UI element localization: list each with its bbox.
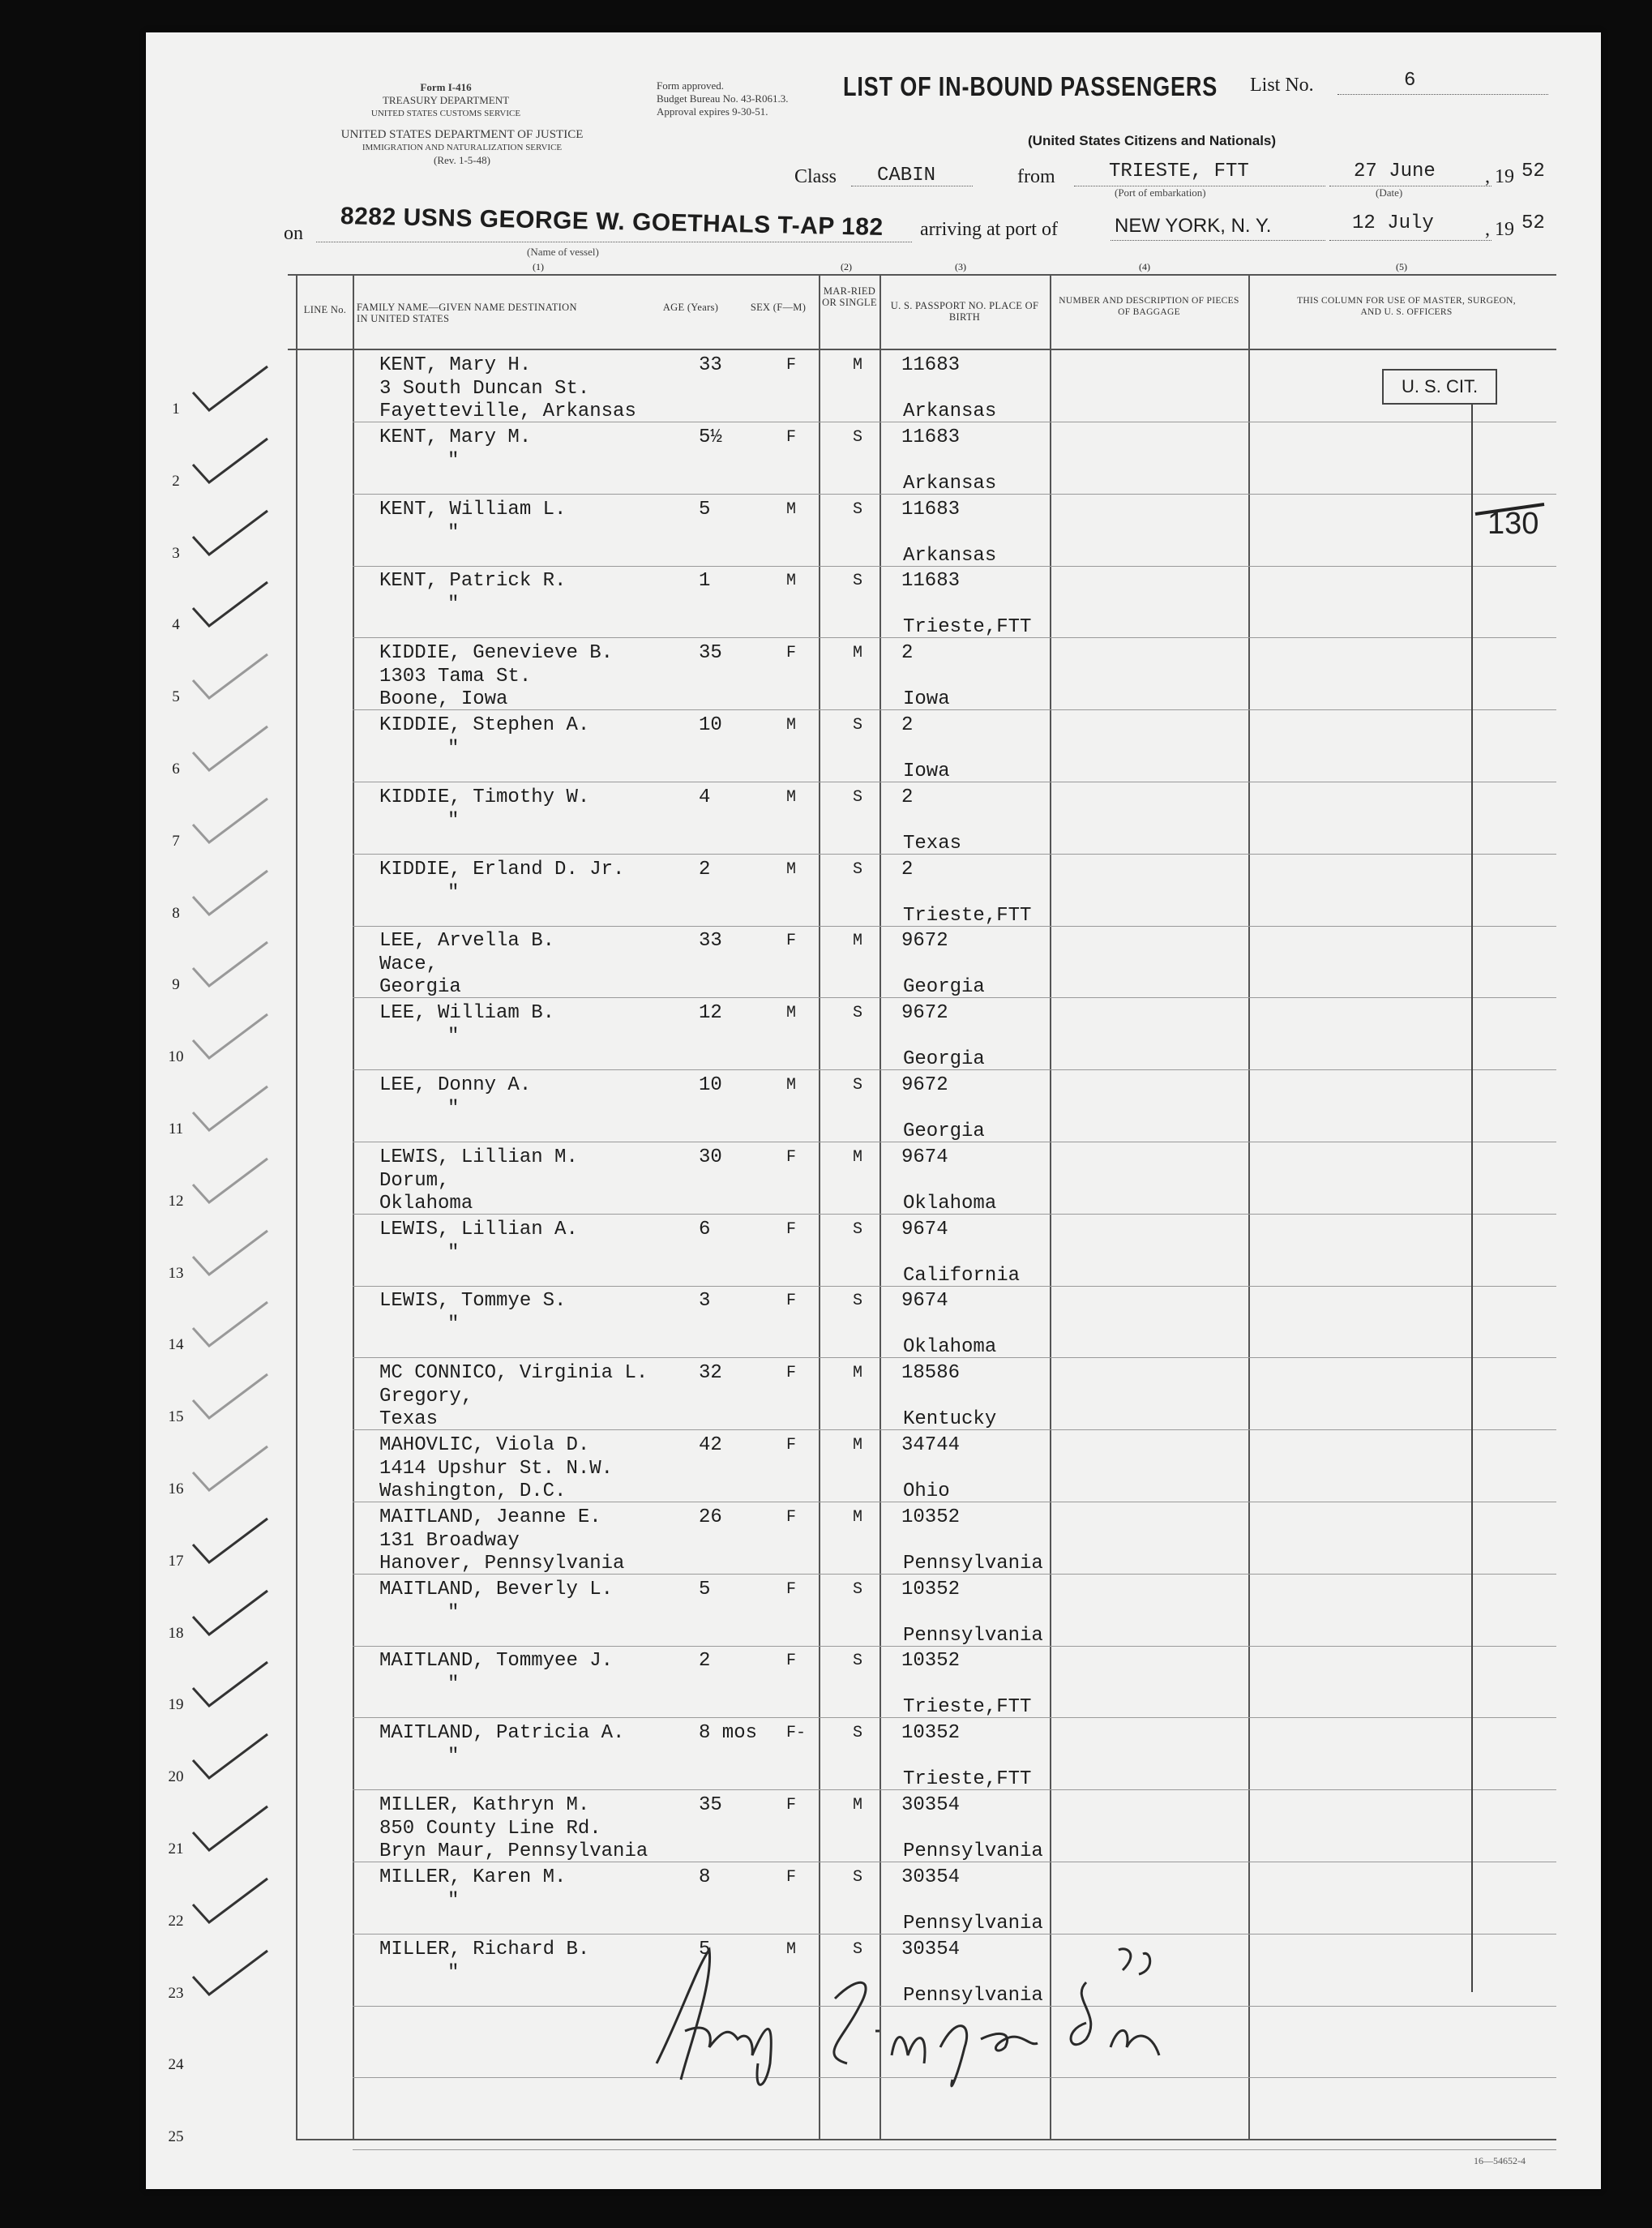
passenger-sex: M <box>786 1076 797 1095</box>
passenger-age: 33 <box>699 354 722 376</box>
passenger-name: MAITLAND, Jeanne E. <box>379 1506 601 1528</box>
caption-col-3: (3) <box>955 261 966 272</box>
destination-line-1: " <box>447 521 460 544</box>
signature-text: Insp Singer 8:35 am <box>632 1934 642 1935</box>
passenger-name: MC CONNICO, Virginia L. <box>379 1362 648 1385</box>
marital-status: S <box>853 499 863 519</box>
caption-col-1: (1) <box>533 261 544 272</box>
destination-line-1: Wace, <box>379 953 439 976</box>
passenger-sex: M <box>786 499 797 519</box>
marital-status: S <box>853 1076 863 1095</box>
passenger-name: LEWIS, Lillian A. <box>379 1218 578 1240</box>
port-embarkation-caption: (Port of embarkation) <box>1115 186 1206 199</box>
arrival-date-line <box>1329 240 1492 241</box>
caption-col-4: (4) <box>1139 261 1150 272</box>
date-caption: (Date) <box>1376 186 1403 199</box>
place-of-birth: Pennsylvania <box>903 1984 1043 2007</box>
passport-number: 2 <box>901 858 914 880</box>
check-mark-icon <box>186 936 276 992</box>
place-of-birth: Pennsylvania <box>903 1552 1043 1575</box>
passport-number: 30354 <box>901 1866 961 1888</box>
passport-number: 11683 <box>901 426 961 448</box>
table-row <box>0 710 1455 782</box>
passenger-sex: M <box>786 1939 797 1959</box>
line-number: 21 <box>168 1840 184 1857</box>
vessel-name: 8282 USNS GEORGE W. GOETHALS T-AP 182 <box>340 203 884 242</box>
line-number: 17 <box>168 1552 184 1570</box>
table-row <box>0 1790 1455 1862</box>
approval-line: Approval expires 9-30-51. <box>657 105 768 118</box>
col-header-officers: THIS COLUMN FOR USE OF MASTER, SURGEON, AND U. S. OFFICERS <box>1297 296 1516 317</box>
marital-status: S <box>853 1579 863 1599</box>
passenger-name: MAHOVLIC, Viola D. <box>379 1434 590 1456</box>
passenger-age: 35 <box>699 642 722 665</box>
passenger-sex: F <box>786 1364 797 1383</box>
marital-status: S <box>853 1292 863 1311</box>
passenger-name: MILLER, Karen M. <box>379 1866 567 1888</box>
from-label: from <box>1017 166 1055 187</box>
passenger-name: KIDDIE, Genevieve B. <box>379 642 614 665</box>
destination-line-1: " <box>447 593 460 616</box>
passenger-name: KENT, Mary M. <box>379 426 532 448</box>
destination-line-1: " <box>447 1601 460 1624</box>
line-number: 23 <box>168 1984 184 2002</box>
col-header-line-no: LINE No. <box>303 304 347 315</box>
line-number: 25 <box>168 2128 184 2146</box>
place-of-birth: Pennsylvania <box>903 1840 1043 1862</box>
departure-date: 27 June <box>1354 161 1436 182</box>
passenger-name: KIDDIE, Erland D. Jr. <box>379 858 625 880</box>
place-of-birth: Trieste,FTT <box>903 616 1032 639</box>
destination-line-1: " <box>447 1241 460 1264</box>
col-header-age: AGE (Years) <box>662 302 719 313</box>
table-row <box>0 998 1455 1070</box>
destination-line-1: 1414 Upshur St. N.W. <box>379 1458 614 1480</box>
place-of-birth: Ohio <box>903 1480 950 1502</box>
passenger-sex: F <box>786 1867 797 1887</box>
passenger-sex: M <box>786 787 797 807</box>
check-mark-icon <box>186 1080 276 1137</box>
passenger-age: 8 <box>699 1866 711 1888</box>
passport-number: 2 <box>901 642 914 665</box>
passport-number: 10352 <box>901 1506 961 1528</box>
check-mark-icon <box>186 1584 276 1641</box>
arrival-date: 12 July <box>1352 212 1434 234</box>
vessel-caption: (Name of vessel) <box>527 246 599 258</box>
destination-line-2: Hanover, Pennsylvania <box>379 1552 625 1575</box>
passenger-age: 2 <box>699 1650 711 1673</box>
table-row <box>0 1070 1455 1142</box>
table-row <box>0 422 1455 495</box>
destination-line-1: " <box>447 1098 460 1120</box>
passport-number: 9674 <box>901 1146 948 1168</box>
passport-number: 10352 <box>901 1650 961 1673</box>
marital-status: M <box>853 932 863 951</box>
destination-line-1: 1303 Tama St. <box>379 666 532 688</box>
passenger-name: MILLER, Kathryn M. <box>379 1794 590 1816</box>
passenger-name: LEE, William B. <box>379 1002 555 1025</box>
caption-col-2: (2) <box>841 261 852 272</box>
marital-status: S <box>853 1652 863 1671</box>
marital-status: S <box>853 716 863 735</box>
destination-line-1: " <box>447 1746 460 1768</box>
destination-line-1: " <box>447 1313 460 1336</box>
annotation-strike <box>1471 496 1552 521</box>
marital-status: S <box>853 1004 863 1023</box>
table-row <box>0 1718 1455 1790</box>
passport-number: 9672 <box>901 1074 948 1096</box>
place-of-birth: Iowa <box>903 761 950 782</box>
passport-number: 2 <box>901 714 914 736</box>
passenger-age: 4 <box>699 786 711 808</box>
passenger-age: 33 <box>699 930 722 953</box>
destination-line-1: " <box>447 738 460 760</box>
passenger-sex: F <box>786 1579 797 1599</box>
marital-status: M <box>853 1147 863 1167</box>
table-row <box>0 1430 1455 1502</box>
passenger-sex: F <box>786 1147 797 1167</box>
passenger-age: 10 <box>699 1074 722 1096</box>
approval-line: Budget Bureau No. 43-R061.3. <box>657 92 789 105</box>
passenger-sex: F <box>786 1436 797 1455</box>
passenger-age: 3 <box>699 1290 711 1313</box>
passenger-sex: F <box>786 932 797 951</box>
marital-status: S <box>853 787 863 807</box>
passenger-age: 35 <box>699 1794 722 1816</box>
check-mark-icon <box>186 648 276 705</box>
destination-line-2: Bryn Maur, Pennsylvania <box>379 1840 648 1862</box>
table-row <box>0 1575 1455 1647</box>
passenger-age: 30 <box>699 1146 722 1168</box>
marital-status: S <box>853 1219 863 1239</box>
approval-line: Form approved. <box>657 79 725 92</box>
passenger-name: MAITLAND, Tommyee J. <box>379 1650 614 1673</box>
passenger-age: 5 <box>699 1938 711 1960</box>
table-row <box>0 926 1455 998</box>
destination-line-1: 850 County Line Rd. <box>379 1818 601 1840</box>
col-header-sex: SEX (F—M) <box>750 302 807 313</box>
marital-status: M <box>853 1364 863 1383</box>
form-header-justice <box>280 128 644 167</box>
check-mark-icon <box>186 792 276 849</box>
passenger-sex: F <box>786 644 797 663</box>
check-mark-icon <box>186 1944 276 2001</box>
list-no-value: 6 <box>1404 70 1416 92</box>
place-of-birth: Trieste,FTT <box>903 904 1032 927</box>
passport-number: 10352 <box>901 1578 961 1600</box>
table-row <box>0 350 1455 422</box>
depart-year: 52 <box>1521 161 1545 182</box>
place-of-birth: Texas <box>903 832 962 855</box>
check-mark-icon <box>186 864 276 921</box>
destination-line-2: Fayetteville, Arkansas <box>379 401 636 422</box>
destination-line-2: Oklahoma <box>379 1192 473 1215</box>
form-number: Form I-416 <box>420 81 472 93</box>
destination-line-1: " <box>447 881 460 904</box>
place-of-birth: Pennsylvania <box>903 1624 1043 1647</box>
destination-line-1: " <box>447 809 460 832</box>
passenger-age: 1 <box>699 570 711 593</box>
marital-status: M <box>853 644 863 663</box>
caption-col-5: (5) <box>1396 261 1407 272</box>
marital-status: S <box>853 572 863 591</box>
passenger-age: 5 <box>699 1578 711 1600</box>
marital-status: S <box>853 1939 863 1959</box>
line-number: 2 <box>172 472 180 490</box>
line-number: 22 <box>168 1912 184 1930</box>
place-of-birth: Trieste,FTT <box>903 1768 1032 1791</box>
table-row <box>0 1502 1455 1575</box>
footer-code: 16—54652-4 <box>1474 2155 1526 2166</box>
port-embarkation: TRIESTE, FTT <box>1109 161 1249 182</box>
table-row <box>0 566 1455 638</box>
line-number: 3 <box>172 544 180 562</box>
arrival-year: 52 <box>1521 212 1545 234</box>
destination-line-2: Texas <box>379 1408 439 1431</box>
list-no-label: List No. <box>1250 75 1314 96</box>
passport-number: 30354 <box>901 1794 961 1816</box>
place-of-birth: Georgia <box>903 976 985 999</box>
passenger-age: 12 <box>699 1002 722 1025</box>
passenger-name: KENT, Patrick R. <box>379 570 567 593</box>
check-mark-icon <box>186 1152 276 1209</box>
passenger-name: KIDDIE, Stephen A. <box>379 714 590 736</box>
table-row <box>0 1215 1455 1287</box>
passenger-sex: F <box>786 1796 797 1815</box>
place-of-birth: Pennsylvania <box>903 1912 1043 1935</box>
passenger-age: 8 mos <box>699 1722 758 1745</box>
marital-status: M <box>853 1436 863 1455</box>
passenger-sex: F <box>786 1652 797 1671</box>
marital-status: M <box>853 356 863 375</box>
passenger-name: KIDDIE, Timothy W. <box>379 786 590 808</box>
passenger-name: LEE, Arvella B. <box>379 930 555 953</box>
place-of-birth: California <box>903 1264 1021 1287</box>
passenger-sex: F <box>786 1507 797 1527</box>
destination-line-2: Georgia <box>379 976 461 999</box>
officer-column-bracket <box>1471 403 1473 1992</box>
passenger-name: KENT, Mary H. <box>379 354 532 376</box>
destination-line-1: " <box>447 1961 460 1984</box>
destination-line-1: 131 Broadway <box>379 1529 520 1552</box>
passport-number: 9674 <box>901 1218 948 1240</box>
check-mark-icon <box>186 1008 276 1065</box>
passport-number: 18586 <box>901 1362 961 1385</box>
check-mark-icon <box>186 1728 276 1785</box>
line-number: 9 <box>172 976 180 994</box>
passenger-age: 6 <box>699 1218 711 1240</box>
table-row <box>0 1286 1455 1358</box>
line-number: 16 <box>168 1480 184 1497</box>
line-number: 5 <box>172 688 180 706</box>
passport-number: 9674 <box>901 1290 948 1313</box>
place-of-birth: Arkansas <box>903 472 997 495</box>
passenger-age: 32 <box>699 1362 722 1385</box>
passport-number: 11683 <box>901 354 961 376</box>
table-row <box>0 1142 1455 1215</box>
passenger-name: MAITLAND, Patricia A. <box>379 1722 625 1745</box>
place-of-birth: Georgia <box>903 1120 985 1142</box>
col-header-passport: U. S. PASSPORT NO. PLACE OF BIRTH <box>890 300 1039 323</box>
passport-number: 9672 <box>901 930 948 953</box>
table-row <box>0 1646 1455 1718</box>
on-label: on <box>284 223 303 244</box>
passenger-sex: F <box>786 1292 797 1311</box>
table-row <box>0 1862 1455 1935</box>
passport-number: 9672 <box>901 1002 948 1025</box>
col-header-name: FAMILY NAME—GIVEN NAME DESTINATION IN UNITED STATES <box>357 302 577 324</box>
place-of-birth: Iowa <box>903 688 950 711</box>
check-mark-icon <box>186 1656 276 1712</box>
place-of-birth: Arkansas <box>903 401 997 422</box>
form-header-treasury <box>340 81 551 120</box>
marital-status: S <box>853 1724 863 1743</box>
line-number: 24 <box>168 2056 184 2074</box>
destination-line-1: Dorum, <box>379 1169 450 1192</box>
passenger-name: LEWIS, Lillian M. <box>379 1146 578 1168</box>
place-of-birth: Trieste,FTT <box>903 1696 1032 1719</box>
destination-line-1: " <box>447 449 460 472</box>
check-mark-icon <box>186 576 276 632</box>
line-number: 19 <box>168 1696 184 1714</box>
form-revision: (Rev. 1-5-48) <box>434 154 490 166</box>
line-number: 7 <box>172 832 180 850</box>
passenger-age: 42 <box>699 1434 722 1456</box>
passport-number: 34744 <box>901 1434 961 1456</box>
passenger-sex: F- <box>786 1724 807 1743</box>
annotation-number: 130 <box>1487 507 1539 541</box>
dept-treasury: TREASURY DEPARTMENT <box>382 94 510 106</box>
check-mark-icon <box>186 432 276 489</box>
destination-line-2: Boone, Iowa <box>379 688 508 711</box>
place-of-birth: Georgia <box>903 1048 985 1071</box>
marital-status: S <box>853 427 863 447</box>
destination-line-2: Washington, D.C. <box>379 1480 567 1502</box>
place-of-birth: Oklahoma <box>903 1336 997 1359</box>
place-of-birth: Arkansas <box>903 544 997 567</box>
us-citizen-stamp: U. S. CIT. <box>1382 369 1497 405</box>
table-row <box>0 495 1455 567</box>
line-number: 14 <box>168 1336 184 1354</box>
passenger-sex: F <box>786 427 797 447</box>
class-value: CABIN <box>877 165 936 186</box>
dept-immigration: IMMIGRATION AND NATURALIZATION SERVICE <box>362 143 563 152</box>
check-mark-icon <box>186 504 276 561</box>
destination-line-1: 3 South Duncan St. <box>379 378 590 400</box>
line-number: 6 <box>172 761 180 778</box>
passport-number: 11683 <box>901 498 961 521</box>
check-mark-icon <box>186 360 276 417</box>
passenger-sex: F <box>786 356 797 375</box>
line-number: 18 <box>168 1624 184 1642</box>
check-mark-icon <box>186 1296 276 1352</box>
page-title: LIST OF IN-BOUND PASSENGERS <box>843 71 1218 101</box>
check-mark-icon <box>186 720 276 777</box>
table-top-rule <box>288 274 1556 276</box>
list-no-line <box>1337 94 1548 95</box>
place-of-birth: Kentucky <box>903 1408 997 1431</box>
col-header-married: MAR-RIED OR SINGLE <box>822 285 877 308</box>
marital-status: M <box>853 1507 863 1527</box>
passenger-name: LEE, Donny A. <box>379 1074 532 1096</box>
table-row <box>0 782 1455 855</box>
dept-justice: UNITED STATES DEPARTMENT OF JUSTICE <box>340 128 584 141</box>
table-row <box>0 855 1455 927</box>
passenger-sex: M <box>786 716 797 735</box>
arrival-port-line <box>1111 240 1325 241</box>
marital-status: S <box>853 859 863 879</box>
row-rule <box>353 2149 1556 2150</box>
arrival-year-prefix: , 19 <box>1485 219 1514 240</box>
passenger-sex: F <box>786 1219 797 1239</box>
line-number: 8 <box>172 904 180 922</box>
line-number: 4 <box>172 616 180 634</box>
destination-line-1: Gregory, <box>379 1386 473 1408</box>
destination-line-1: " <box>447 1673 460 1696</box>
passenger-sex: M <box>786 572 797 591</box>
line-number: 13 <box>168 1264 184 1282</box>
line-number: 15 <box>168 1408 184 1426</box>
form-approval <box>657 79 843 118</box>
table-row <box>0 1358 1455 1430</box>
passport-number: 11683 <box>901 570 961 593</box>
check-mark-icon <box>186 1224 276 1281</box>
passport-number: 10352 <box>901 1722 961 1745</box>
passenger-age: 5½ <box>699 426 722 448</box>
passenger-name: LEWIS, Tommye S. <box>379 1290 567 1313</box>
line-number: 1 <box>172 401 180 418</box>
line-number: 20 <box>168 1768 184 1786</box>
col-header-baggage: NUMBER AND DESCRIPTION OF PIECES OF BAGGAGE <box>1059 296 1239 317</box>
passenger-age: 26 <box>699 1506 722 1528</box>
check-mark-icon <box>186 1368 276 1425</box>
check-mark-icon <box>186 1800 276 1857</box>
arrival-port: NEW YORK, N. Y. <box>1115 215 1272 237</box>
passenger-name: MILLER, Richard B. <box>379 1938 590 1960</box>
page-subtitle: (United States Citizens and Nationals) <box>1028 133 1277 148</box>
passenger-sex: M <box>786 1004 797 1023</box>
passport-number: 2 <box>901 786 914 808</box>
destination-line-1: " <box>447 1889 460 1912</box>
marital-status: M <box>853 1796 863 1815</box>
check-mark-icon <box>186 1440 276 1497</box>
marital-status: S <box>853 1867 863 1887</box>
dept-customs: UNITED STATES CUSTOMS SERVICE <box>370 109 521 118</box>
depart-year-prefix: , 19 <box>1485 166 1514 187</box>
passenger-age: 5 <box>699 498 711 521</box>
destination-line-1: " <box>447 1026 460 1048</box>
passenger-age: 10 <box>699 714 722 736</box>
class-label: Class <box>794 166 837 187</box>
check-mark-icon <box>186 1872 276 1929</box>
check-mark-icon <box>186 1512 276 1569</box>
passenger-sex: M <box>786 859 797 879</box>
inspector-signature <box>632 1934 1200 2104</box>
passenger-age: 2 <box>699 858 711 880</box>
arriving-label: arriving at port of <box>920 219 1058 240</box>
line-number: 12 <box>168 1192 184 1210</box>
table-row <box>0 638 1455 710</box>
place-of-birth: Oklahoma <box>903 1192 997 1215</box>
line-number: 11 <box>168 1120 184 1138</box>
passenger-name: KENT, William L. <box>379 498 567 521</box>
passport-number: 30354 <box>901 1938 961 1960</box>
passenger-name: MAITLAND, Beverly L. <box>379 1578 614 1600</box>
line-number: 10 <box>168 1048 184 1066</box>
